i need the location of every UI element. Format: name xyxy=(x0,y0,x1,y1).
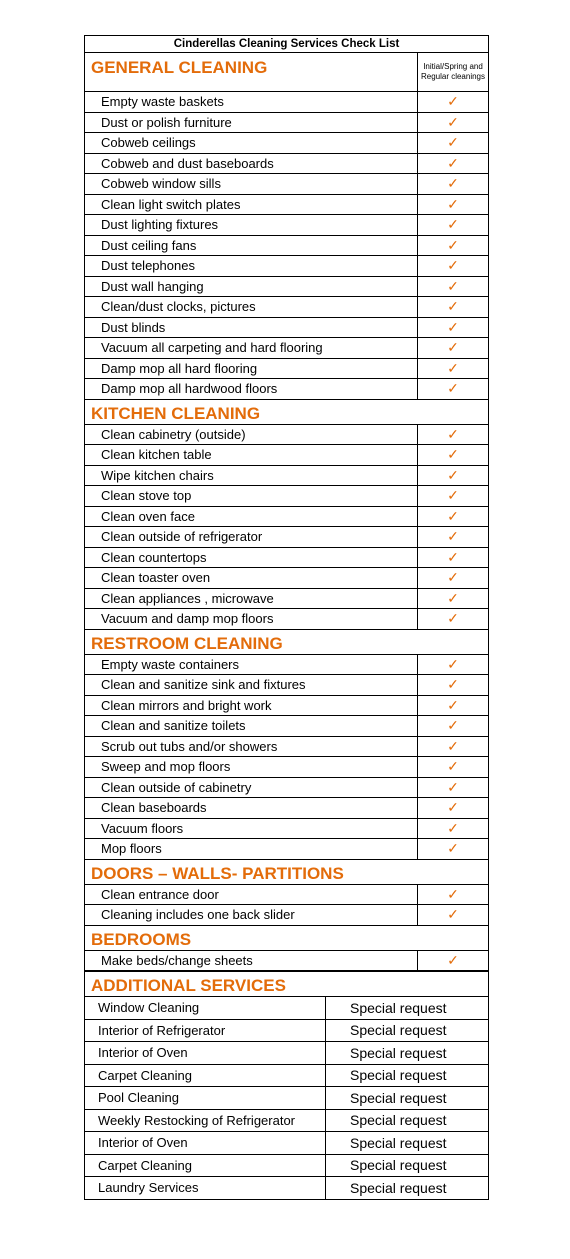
checkmark-icon: ✓ xyxy=(418,736,489,757)
checklist-row xyxy=(85,486,489,507)
checklist-row xyxy=(85,716,489,737)
checklist-row xyxy=(85,235,489,256)
checkmark-icon: ✓ xyxy=(418,133,489,154)
checkmark-icon: ✓ xyxy=(418,174,489,195)
checkmark-icon: ✓ xyxy=(418,757,489,778)
task-label: Vacuum and damp mop floors xyxy=(85,609,418,630)
task-label: Clean outside of refrigerator xyxy=(85,527,418,548)
checklist-row xyxy=(85,465,489,486)
task-label: Wipe kitchen chairs xyxy=(85,465,418,486)
task-label: Clean countertops xyxy=(85,547,418,568)
column-header: Initial/Spring and Regular cleanings xyxy=(418,53,489,92)
checklist-row xyxy=(85,695,489,716)
task-label: Clean and sanitize toilets xyxy=(85,716,418,737)
checklist-row xyxy=(85,358,489,379)
service-label: Interior of Refrigerator xyxy=(85,1019,326,1042)
task-label: Vacuum all carpeting and hard flooring xyxy=(85,338,418,359)
service-row xyxy=(85,1087,489,1110)
checkmark-icon: ✓ xyxy=(418,675,489,696)
task-label: Empty waste baskets xyxy=(85,92,418,113)
checklist-row xyxy=(85,798,489,819)
checkmark-icon: ✓ xyxy=(418,884,489,905)
checkmark-icon: ✓ xyxy=(418,297,489,318)
checkmark-icon: ✓ xyxy=(418,798,489,819)
checklist-row xyxy=(85,153,489,174)
service-label: Pool Cleaning xyxy=(85,1087,326,1110)
task-label: Clean toaster oven xyxy=(85,568,418,589)
checklist-row xyxy=(85,215,489,236)
service-label: Interior of Oven xyxy=(85,1132,326,1155)
task-label: Damp mop all hard flooring xyxy=(85,358,418,379)
checklist-row xyxy=(85,194,489,215)
service-status: Special request xyxy=(326,1019,489,1042)
task-label: Clean outside of cabinetry xyxy=(85,777,418,798)
checkmark-icon: ✓ xyxy=(418,358,489,379)
checkmark-icon: ✓ xyxy=(418,424,489,445)
section-heading: GENERAL CLEANING xyxy=(85,53,418,92)
checklist-row xyxy=(85,654,489,675)
checklist-row xyxy=(85,757,489,778)
checklist-row xyxy=(85,950,489,971)
checkmark-icon: ✓ xyxy=(418,654,489,675)
task-label: Clean oven face xyxy=(85,506,418,527)
checkmark-icon: ✓ xyxy=(418,276,489,297)
section-heading: RESTROOM CLEANING xyxy=(85,629,489,654)
task-label: Make beds/change sheets xyxy=(85,950,418,971)
checkmark-icon: ✓ xyxy=(418,445,489,466)
checkmark-icon: ✓ xyxy=(418,839,489,860)
additional-services-table xyxy=(84,971,489,1200)
checklist-row xyxy=(85,445,489,466)
checklist-row xyxy=(85,818,489,839)
task-label: Damp mop all hardwood floors xyxy=(85,379,418,400)
service-label: Interior of Oven xyxy=(85,1042,326,1065)
task-label: Clean/dust clocks, pictures xyxy=(85,297,418,318)
task-label: Empty waste containers xyxy=(85,654,418,675)
service-label: Carpet Cleaning xyxy=(85,1064,326,1087)
task-label: Vacuum floors xyxy=(85,818,418,839)
checklist-row xyxy=(85,92,489,113)
checklist-row xyxy=(85,174,489,195)
checklist-row xyxy=(85,338,489,359)
checklist-row xyxy=(85,547,489,568)
checklist-row xyxy=(85,112,489,133)
checklist-row xyxy=(85,588,489,609)
section-heading: ADDITIONAL SERVICES xyxy=(85,972,489,997)
checklist-row xyxy=(85,256,489,277)
service-label: Weekly Restocking of Refrigerator xyxy=(85,1109,326,1132)
task-label: Cobweb window sills xyxy=(85,174,418,195)
service-status: Special request xyxy=(326,1109,489,1132)
checkmark-icon: ✓ xyxy=(418,486,489,507)
checklist-row xyxy=(85,297,489,318)
task-label: Clean mirrors and bright work xyxy=(85,695,418,716)
task-label: Cleaning includes one back slider xyxy=(85,905,418,926)
checklist-row xyxy=(85,424,489,445)
service-row xyxy=(85,997,489,1020)
service-status: Special request xyxy=(326,1154,489,1177)
task-label: Sweep and mop floors xyxy=(85,757,418,778)
checkmark-icon: ✓ xyxy=(418,194,489,215)
checklist-row xyxy=(85,568,489,589)
document-title: Cinderellas Cleaning Services Check List xyxy=(85,36,489,53)
checklist-row xyxy=(85,777,489,798)
checkmark-icon: ✓ xyxy=(418,716,489,737)
service-label: Window Cleaning xyxy=(85,997,326,1020)
checklist-row xyxy=(85,527,489,548)
task-label: Dust lighting fixtures xyxy=(85,215,418,236)
checkmark-icon: ✓ xyxy=(418,465,489,486)
task-label: Cobweb ceilings xyxy=(85,133,418,154)
checkmark-icon: ✓ xyxy=(418,379,489,400)
service-status: Special request xyxy=(326,1132,489,1155)
checklist-row xyxy=(85,839,489,860)
service-label: Carpet Cleaning xyxy=(85,1154,326,1177)
section-heading: DOORS – WALLS- PARTITIONS xyxy=(85,859,489,884)
checkmark-icon: ✓ xyxy=(418,609,489,630)
service-row xyxy=(85,1109,489,1132)
checkmark-icon: ✓ xyxy=(418,818,489,839)
task-label: Clean light switch plates xyxy=(85,194,418,215)
checkmark-icon: ✓ xyxy=(418,547,489,568)
service-row xyxy=(85,1042,489,1065)
task-label: Clean entrance door xyxy=(85,884,418,905)
checklist-row xyxy=(85,276,489,297)
checklist-row xyxy=(85,905,489,926)
checkmark-icon: ✓ xyxy=(418,92,489,113)
checkmark-icon: ✓ xyxy=(418,905,489,926)
service-status: Special request xyxy=(326,997,489,1020)
checkmark-icon: ✓ xyxy=(418,568,489,589)
checkmark-icon: ✓ xyxy=(418,215,489,236)
checklist-row xyxy=(85,736,489,757)
service-row xyxy=(85,1019,489,1042)
task-label: Dust blinds xyxy=(85,317,418,338)
task-label: Dust ceiling fans xyxy=(85,235,418,256)
section-heading: BEDROOMS xyxy=(85,925,489,950)
section-header-row xyxy=(85,53,489,92)
service-row xyxy=(85,1064,489,1087)
checkmark-icon: ✓ xyxy=(418,777,489,798)
task-label: Mop floors xyxy=(85,839,418,860)
task-label: Dust telephones xyxy=(85,256,418,277)
title-row xyxy=(85,36,489,53)
checklist-row xyxy=(85,317,489,338)
checkmark-icon: ✓ xyxy=(418,153,489,174)
service-row xyxy=(85,1154,489,1177)
task-label: Clean appliances , microwave xyxy=(85,588,418,609)
checkmark-icon: ✓ xyxy=(418,527,489,548)
task-label: Clean cabinetry (outside) xyxy=(85,424,418,445)
section-header-row xyxy=(85,399,489,424)
checkmark-icon: ✓ xyxy=(418,506,489,527)
checklist-row xyxy=(85,884,489,905)
service-row xyxy=(85,1132,489,1155)
checklist-document xyxy=(84,35,488,1200)
task-label: Dust or polish furniture xyxy=(85,112,418,133)
service-status: Special request xyxy=(326,1087,489,1110)
checklist-row xyxy=(85,609,489,630)
section-header-row xyxy=(85,859,489,884)
task-label: Clean kitchen table xyxy=(85,445,418,466)
task-label: Dust wall hanging xyxy=(85,276,418,297)
checkmark-icon: ✓ xyxy=(418,695,489,716)
task-label: Clean and sanitize sink and fixtures xyxy=(85,675,418,696)
section-heading: KITCHEN CLEANING xyxy=(85,399,489,424)
checklist-table xyxy=(84,35,489,971)
checklist-row xyxy=(85,133,489,154)
checkmark-icon: ✓ xyxy=(418,112,489,133)
task-label: Cobweb and dust baseboards xyxy=(85,153,418,174)
checkmark-icon: ✓ xyxy=(418,950,489,971)
checkmark-icon: ✓ xyxy=(418,588,489,609)
service-status: Special request xyxy=(326,1177,489,1200)
task-label: Clean stove top xyxy=(85,486,418,507)
checkmark-icon: ✓ xyxy=(418,235,489,256)
checkmark-icon: ✓ xyxy=(418,338,489,359)
service-row xyxy=(85,1177,489,1200)
checklist-row xyxy=(85,675,489,696)
checklist-row xyxy=(85,379,489,400)
section-header-row xyxy=(85,629,489,654)
task-label: Scrub out tubs and/or showers xyxy=(85,736,418,757)
section-header-row xyxy=(85,972,489,997)
task-label: Clean baseboards xyxy=(85,798,418,819)
service-label: Laundry Services xyxy=(85,1177,326,1200)
service-status: Special request xyxy=(326,1042,489,1065)
checkmark-icon: ✓ xyxy=(418,317,489,338)
section-header-row xyxy=(85,925,489,950)
checklist-row xyxy=(85,506,489,527)
service-status: Special request xyxy=(326,1064,489,1087)
checkmark-icon: ✓ xyxy=(418,256,489,277)
